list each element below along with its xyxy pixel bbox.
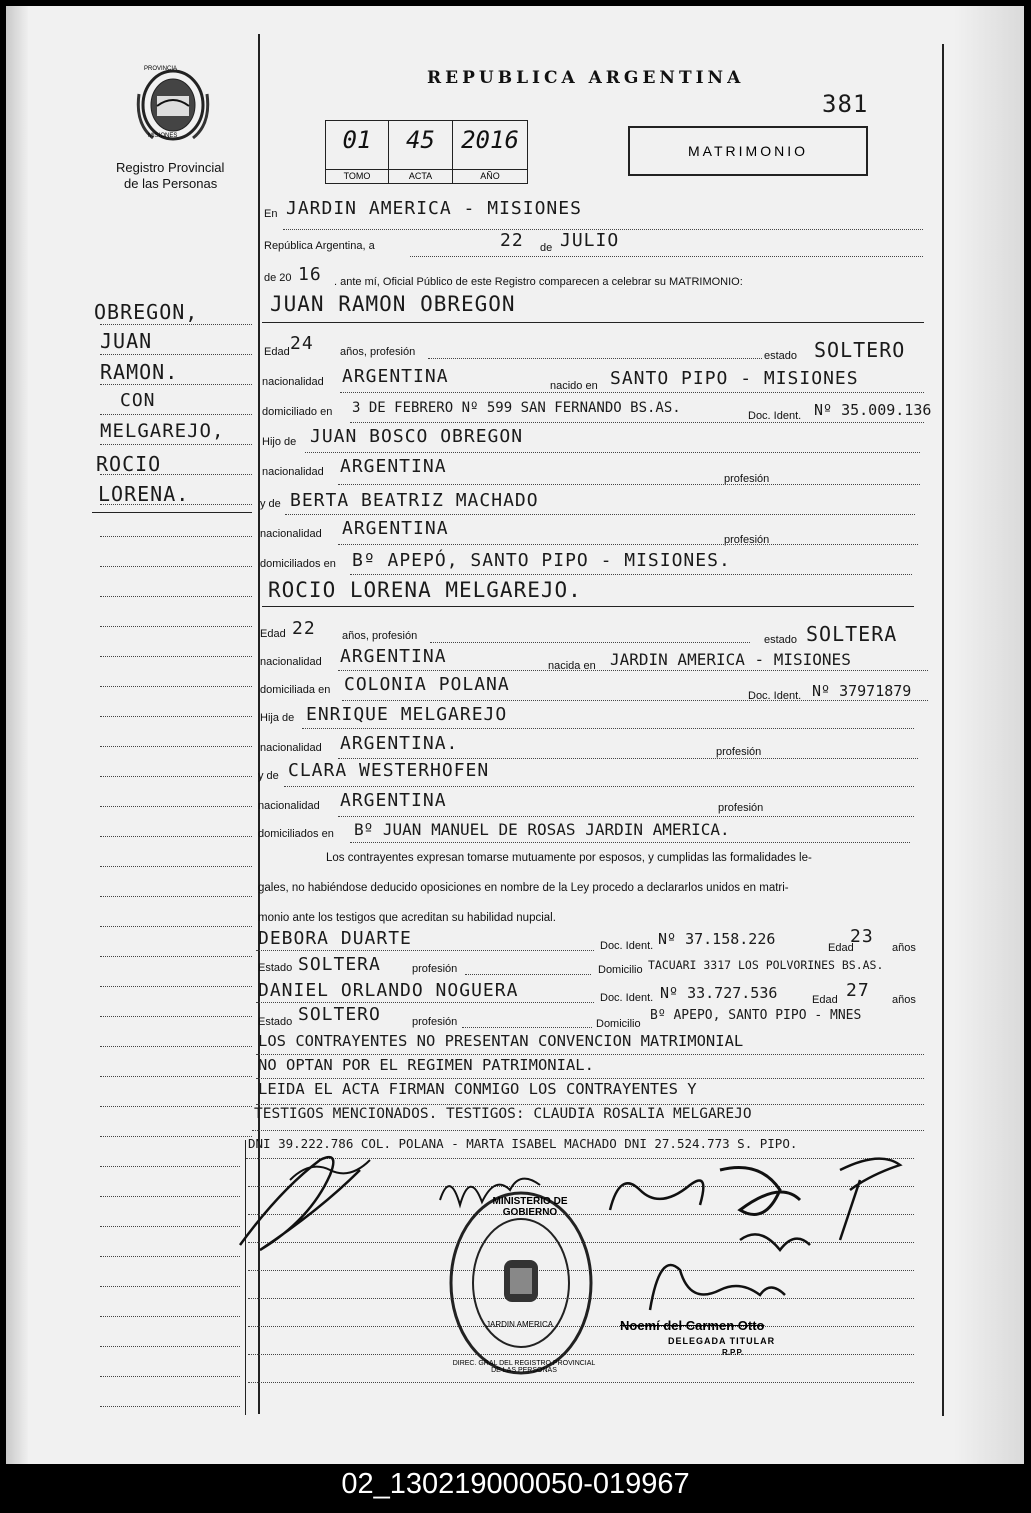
witness1-profesion-label: profesión — [412, 963, 458, 975]
witness2-address: Bº APEPO, SANTO PIPO - MNES — [650, 1008, 862, 1023]
day-value: 22 — [500, 230, 524, 251]
anio-caption: AÑO — [453, 169, 527, 183]
margin-name-5: MELGAREJO, — [100, 420, 225, 442]
registry-name-line2: de las Personas — [124, 176, 218, 191]
bride-domiciliados-label: domiciliados en — [258, 828, 334, 840]
bride-name: ROCIO LORENA MELGAREJO. — [268, 578, 582, 602]
groom-nationality: ARGENTINA — [342, 366, 449, 387]
logo-top-text: PROVINCIA — [144, 66, 178, 72]
witness1-age: 23 — [850, 926, 874, 947]
en-label: En — [264, 208, 278, 220]
acta-box — [388, 120, 453, 184]
official-subtitle-stamp: R.P.P. — [722, 1348, 744, 1357]
bride-mother: CLARA WESTERHOFEN — [288, 760, 490, 781]
bride-estado-label: estado — [764, 634, 798, 646]
witness1-address: TACUARI 3317 LOS POLVORINES BS.AS. — [648, 958, 884, 972]
bride-estado: SOLTERA — [806, 622, 898, 646]
bride-edad-label: Edad — [260, 628, 286, 640]
country-title: REPUBLICA ARGENTINA — [427, 68, 745, 88]
act-type-label: MATRIMONIO — [688, 143, 808, 159]
witness1-doc: Nº 37.158.226 — [658, 930, 776, 948]
month-value: JULIO — [560, 230, 620, 251]
margin-name-2: JUAN — [100, 329, 153, 353]
bride-age: 22 — [292, 618, 316, 639]
groom-name: JUAN RAMON OBREGON — [270, 292, 516, 316]
margin-name-4: CON — [120, 390, 156, 411]
groom-parents-address: Bº APEPÓ, SANTO PIPO - MISIONES. — [352, 550, 731, 571]
bride-doc-label: Doc. Ident. — [748, 690, 802, 702]
act-type-box — [628, 126, 868, 176]
bride-nacionalidad-label: nacionalidad — [260, 656, 322, 668]
margin-name-7: LORENA. — [98, 482, 190, 506]
groom-nacido-label: nacido en — [550, 380, 598, 392]
witness1-estado: SOLTERA — [298, 954, 381, 975]
bride-doc: Nº 37971879 — [812, 682, 912, 700]
tomo-value: 01 — [342, 126, 372, 154]
bride-father-profesion-label: profesión — [716, 746, 762, 758]
bride-profesion-label: años, profesión — [342, 630, 418, 642]
groom-edad-label: Edad — [264, 346, 290, 358]
anio-box — [452, 120, 528, 184]
witness2-estado-label: Estado — [258, 1016, 293, 1028]
tomo-caption: TOMO — [326, 169, 388, 183]
groom-hijo-label: Hijo de — [262, 436, 297, 448]
page-shadow-left — [6, 6, 28, 1464]
groom-domiciliados-label: domiciliados en — [260, 558, 336, 570]
witness2-doc-label: Doc. Ident. — [600, 992, 654, 1004]
groom-mother-profesion-label: profesión — [724, 534, 770, 546]
witness2-domicilio-label: Domicilio — [596, 1018, 641, 1030]
witness1-name: DEBORA DUARTE — [258, 928, 412, 949]
groom-mother-nationality: ARGENTINA — [342, 518, 449, 539]
groom-profesion-label: años, profesión — [340, 346, 416, 358]
note-line-1: LOS CONTRAYENTES NO PRESENTAN CONVENCION MATRIMONIAL — [258, 1032, 744, 1050]
bride-mother-nac-label: nacionalidad — [258, 800, 320, 812]
note-line-4: TESTIGOS MENCIONADOS. TESTIGOS: CLAUDIA ROSALIA MELGAREJO — [254, 1106, 752, 1122]
groom-doc: Nº 35.009.136 — [814, 401, 932, 419]
bride-yde-label: y de — [258, 770, 279, 782]
note-line-3: LEIDA EL ACTA FIRMAN CONMIGO LOS CONTRAYENTES Y — [258, 1080, 697, 1098]
bride-address: COLONIA POLANA — [344, 674, 510, 695]
note-line-5: DNI 39.222.786 COL. POLANA - MARTA ISABEL MACHADO DNI 27.524.773 S. PIPO. — [248, 1136, 798, 1151]
groom-yde-label: y de — [260, 498, 281, 510]
margin-name-1: OBREGON, — [94, 300, 199, 324]
bride-birthplace: JARDIN AMERICA - MISIONES — [610, 650, 851, 669]
bride-father-nac-label: nacionalidad — [260, 742, 322, 754]
seal-bottom-text: JARDIN AMERICA — [486, 1320, 554, 1329]
year-prefix: de 20 — [264, 272, 292, 284]
bride-mother-profesion-label: profesión — [718, 802, 764, 814]
witness2-edad-label: Edad — [812, 994, 838, 1006]
groom-estado-label: estado — [764, 350, 798, 362]
acta-caption: ACTA — [389, 169, 452, 183]
bride-father-nationality: ARGENTINA. — [340, 733, 459, 754]
official-title-stamp: DELEGADA TITULAR — [668, 1336, 776, 1346]
groom-father-nac-label: nacionalidad — [262, 466, 324, 478]
scan-file-code: 02_130219000050-019967 — [341, 1468, 690, 1500]
bride-nacida-label: nacida en — [548, 660, 596, 672]
bride-domiciliada-label: domiciliada en — [260, 684, 331, 696]
witness2-doc: Nº 33.727.536 — [660, 984, 778, 1002]
tomo-box — [325, 120, 389, 184]
witness2-estado: SOLTERO — [298, 1004, 381, 1025]
margin-name-6: ROCIO — [96, 452, 162, 476]
witness1-domicilio-label: Domicilio — [598, 964, 643, 976]
bride-parents-address: Bº JUAN MANUEL DE ROSAS JARDIN AMERICA. — [354, 820, 730, 839]
year-suffix: 16 — [298, 264, 322, 285]
margin-names-underline — [92, 512, 252, 513]
page-number: 381 — [822, 90, 869, 118]
groom-father: JUAN BOSCO OBREGON — [310, 426, 524, 447]
witness2-age: 27 — [846, 980, 870, 1001]
groom-father-profesion-label: profesión — [724, 473, 770, 485]
groom-doc-label: Doc. Ident. — [748, 410, 802, 422]
right-border — [942, 44, 944, 1416]
margin-name-3: RAMON. — [100, 360, 179, 384]
bride-father: ENRIQUE MELGAREJO — [306, 704, 508, 725]
witness1-estado-label: Estado — [258, 962, 293, 974]
witness2-name: DANIEL ORLANDO NOGUERA — [258, 980, 519, 1001]
groom-mother-nac-label: nacionalidad — [260, 528, 322, 540]
groom-mother: BERTA BEATRIZ MACHADO — [290, 490, 539, 511]
anio-value: 2016 — [461, 126, 519, 154]
witness2-anos-label: años — [892, 994, 916, 1006]
republica-label: República Argentina, a — [264, 240, 375, 252]
de-label: de — [540, 242, 553, 254]
seal-outer-text: DIREC. GRAL DEL REGISTRO PROVINCIAL DE LAS PERSONAS — [452, 1360, 596, 1374]
groom-estado: SOLTERO — [814, 338, 906, 362]
page-shadow-right — [954, 6, 1024, 1464]
groom-father-nationality: ARGENTINA — [340, 456, 447, 477]
bride-nationality: ARGENTINA — [340, 646, 447, 667]
bride-mother-nationality: ARGENTINA — [340, 790, 447, 811]
groom-address: 3 DE FEBRERO Nº 599 SAN FERNANDO BS.AS. — [352, 400, 681, 416]
note-line-2: NO OPTAN POR EL REGIMEN PATRIMONIAL. — [258, 1056, 594, 1074]
logo-bottom-text: MISIONES — [148, 133, 178, 139]
seal-inner-text: MINISTERIO DE GOBIERNO — [492, 1196, 568, 1218]
groom-age: 24 — [290, 333, 314, 354]
witness2-profesion-label: profesión — [412, 1016, 458, 1028]
groom-birthplace: SANTO PIPO - MISIONES — [610, 368, 859, 389]
acta-value: 45 — [406, 126, 435, 154]
official-name-stamp: Noemí del Carmen Otto — [620, 1318, 765, 1333]
witness1-edad-label: Edad — [828, 942, 854, 954]
groom-nacionalidad-label: nacionalidad — [262, 376, 324, 388]
bride-hija-label: Hija de — [260, 712, 295, 724]
groom-domiciliado-label: domiciliado en — [262, 406, 333, 418]
witness1-anos-label: años — [892, 942, 916, 954]
declaration-line-3: monio ante los testigos que acreditan su habilidad nupcial. — [258, 912, 556, 924]
appear-text: . ante mí, Oficial Público de este Registro comparecen a celebrar su MATRIMONIO: — [334, 276, 743, 288]
declaration-line-1: Los contrayentes expresan tomarse mutuamente por esposos, y cumplidas las formalidades le- — [326, 852, 812, 864]
declaration-line-2: gales, no habiéndose deducido oposiciones en nombre de la Ley procedo a declararlos unidos en matri- — [258, 882, 789, 894]
registry-name-line1: Registro Provincial — [116, 160, 225, 175]
witness1-doc-label: Doc. Ident. — [600, 940, 654, 952]
place-value: JARDIN AMERICA - MISIONES — [286, 198, 582, 219]
